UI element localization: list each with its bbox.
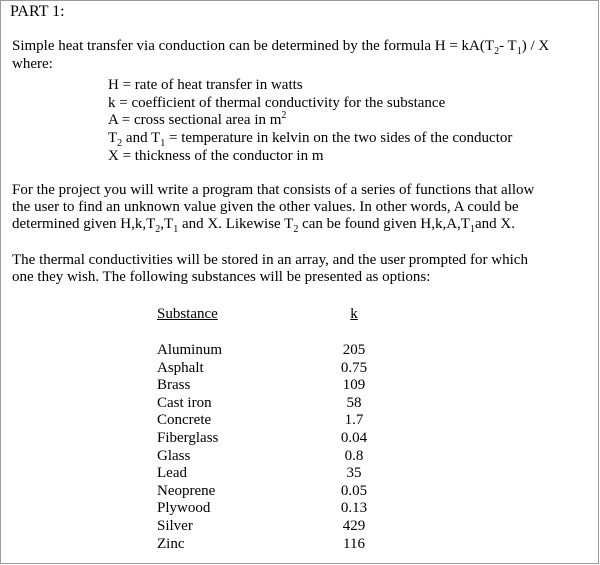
substance-name: Concrete (157, 412, 212, 428)
substance-k-value: 116 (343, 536, 365, 552)
substance-k-value: 35 (346, 465, 362, 481)
part-title: PART 1: (10, 3, 65, 20)
definition-k: k = coefficient of thermal conductivity for the substance (108, 95, 446, 111)
definition-a: A = cross sectional area in $m^2$ (108, 110, 287, 128)
where-label: where: (12, 56, 53, 72)
paragraph-1-line-1: For the project you will write a program that consists of a series of functions that allow (12, 182, 535, 198)
table-header-k: k (350, 306, 358, 322)
definition-t: $T_2$ and $T_1$ = temperature in kelvin on the two sides of the conductor (108, 130, 513, 149)
intro-line: Simple heat transfer via conduction can be determined by the formula $H = kA(T_2-$ $T_1$) / X (12, 38, 550, 57)
substance-k-value: 109 (342, 377, 366, 393)
substance-name: Brass (157, 377, 191, 393)
substance-k-value: 0.75 (340, 360, 368, 376)
definition-x: X = thickness of the conductor in m (108, 148, 324, 164)
substance-k-value: 205 (342, 342, 366, 358)
substance-name: Silver (157, 518, 193, 534)
substance-name: Glass (157, 448, 191, 464)
paragraph-2-line-2: one they wish. The following substances will be presented as options: (12, 269, 431, 285)
substance-name: Lead (157, 465, 187, 481)
substance-name: Asphalt (157, 360, 204, 376)
substance-name: Neoprene (157, 483, 216, 499)
substance-k-value: 58 (346, 395, 362, 411)
table-header-substance: Substance (157, 306, 218, 322)
paragraph-1-line-2: the user to find an unknown value given the other values. In other words, A could be (12, 199, 519, 215)
definition-h: H = rate of heat transfer in watts (108, 77, 303, 93)
substance-k-value: 1.7 (344, 412, 364, 428)
substance-name: Cast iron (157, 395, 212, 411)
substance-name: Fiberglass (157, 430, 219, 446)
paragraph-2-line-1: The thermal conductivities will be stored in an array, and the user prompted for which (12, 252, 528, 268)
substance-k-value: 0.8 (344, 448, 364, 464)
substance-k-value: 0.13 (340, 500, 368, 516)
substance-name: Aluminum (157, 342, 223, 358)
substance-k-value: 429 (342, 518, 366, 534)
substance-k-value: 0.04 (340, 430, 368, 446)
substance-name: Zinc (157, 536, 185, 552)
substance-k-value: 0.05 (340, 483, 368, 499)
substance-name: Plywood (157, 500, 211, 516)
paragraph-1-line-3: determined given $H,k,T_2,T_1$ and X. Likewise $T_2$ can be found given $H,k,A,T_1and$ X. (12, 216, 515, 235)
